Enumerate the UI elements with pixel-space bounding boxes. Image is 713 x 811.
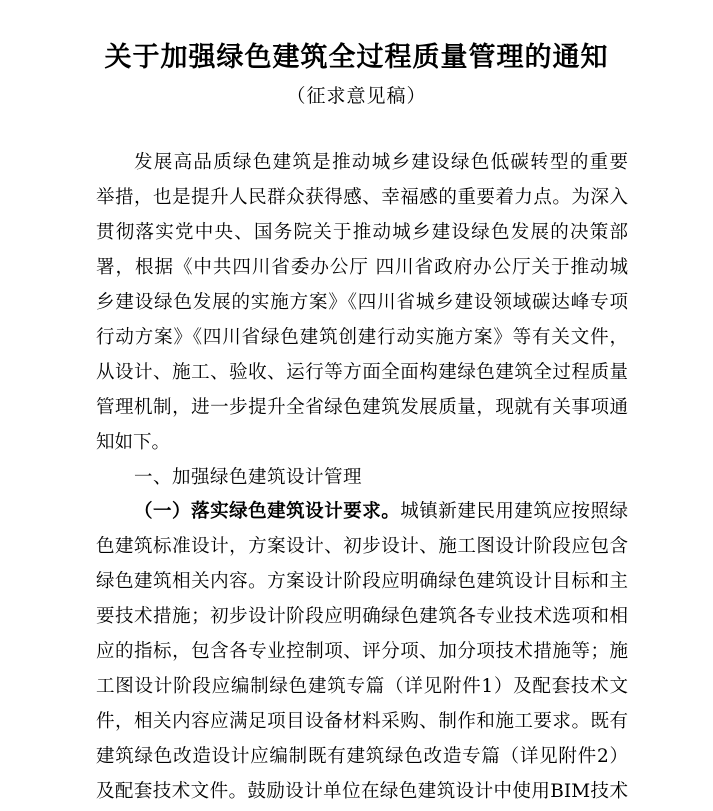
item-1-line-5: 应的指标，包含各专业控制项、评分项、加分项技术措施等；施: [96, 641, 628, 662]
document-subtitle: （征求意见稿）: [286, 85, 427, 107]
document-title: 关于加强绿色建筑全过程质量管理的通知: [104, 42, 609, 73]
intro-line-2: 举措，也是提升人民群众获得感、幸福感的重要着力点。为深入: [96, 187, 628, 208]
intro-line-4: 署，根据《中共四川省委办公厅 四川省政府办公厅关于推动城: [96, 257, 628, 278]
intro-line-7: 从设计、施工、验收、运行等方面全面构建绿色建筑全过程质量: [96, 362, 628, 383]
item-1-line-9: 及配套技术文件。鼓励设计单位在绿色建筑设计中使用BIM技术: [96, 781, 628, 802]
intro-line-8: 管理机制，进一步提升全省绿色建筑发展质量，现就有关事项通: [96, 397, 628, 418]
item-1-lead: （一）落实绿色建筑设计要求。: [134, 501, 401, 522]
item-1-line-4: 要技术措施；初步设计阶段应明确绿色建筑各专业技术选项和相: [96, 606, 628, 627]
item-1-line-2: 色建筑标准设计，方案设计、初步设计、施工图设计阶段应包含: [96, 536, 628, 557]
item-1-line-6: 工图设计阶段应编制绿色建筑专篇（详见附件1）及配套技术文: [96, 676, 628, 697]
item-1-line-7: 件，相关内容应满足项目设备材料采购、制作和施工要求。既有: [96, 711, 628, 732]
section-1-heading: 一、加强绿色建筑设计管理: [134, 467, 363, 488]
intro-line-9: 知如下。: [96, 432, 171, 453]
intro-line-3: 贯彻落实党中央、国务院关于推动城乡建设绿色发展的决策部: [96, 222, 628, 243]
item-1-line-8: 建筑绿色改造设计应编制既有建筑绿色改造专篇（详见附件2）: [96, 746, 628, 767]
intro-line-5: 乡建设绿色发展的实施方案》《四川省城乡建设领域碳达峰专项: [96, 292, 628, 313]
intro-line-1: 发展高品质绿色建筑是推动城乡建设绿色低碳转型的重要: [134, 152, 628, 173]
item-1-first-line: [134, 495, 628, 529]
item-1-first-rest: 城镇新建民用建筑应按照绿: [400, 501, 628, 522]
intro-line-6: 行动方案》《四川省绿色建筑创建行动实施方案》等有关文件，: [96, 327, 628, 348]
item-1-line-3: 绿色建筑相关内容。方案设计阶段应明确绿色建筑设计目标和主: [96, 571, 628, 592]
